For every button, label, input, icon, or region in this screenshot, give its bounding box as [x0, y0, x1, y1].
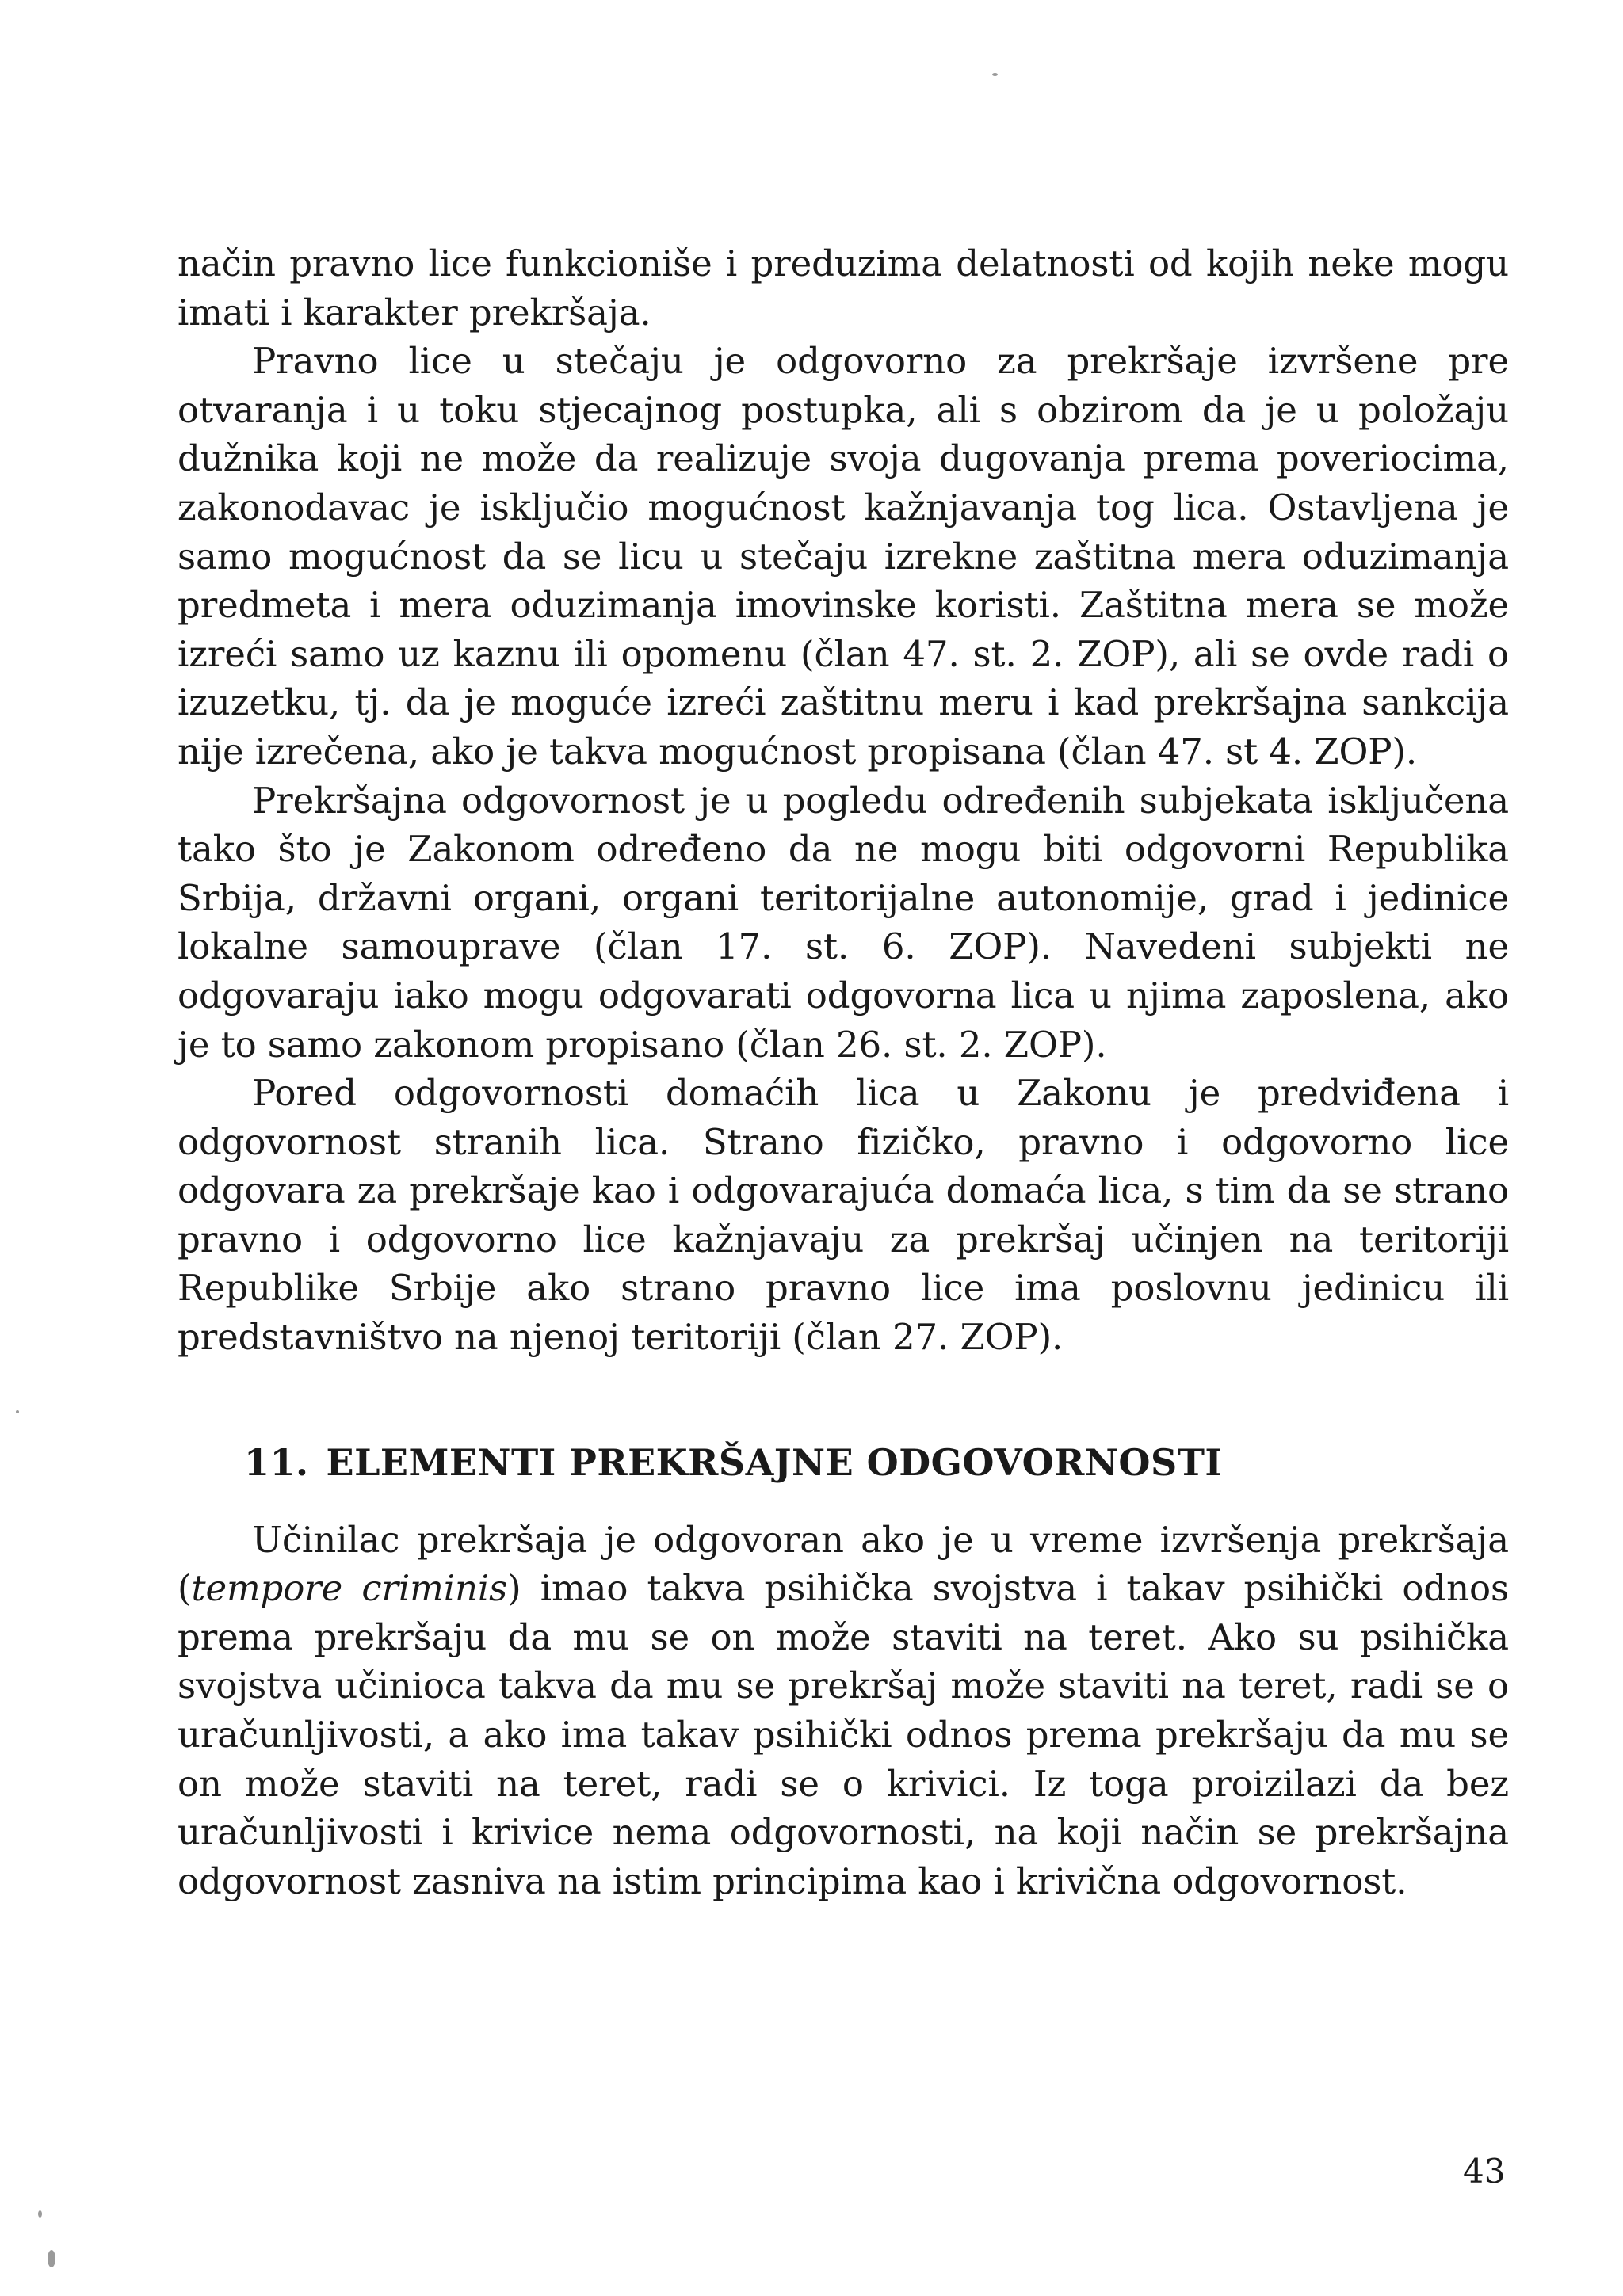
page-number: 43	[1463, 2152, 1506, 2191]
paragraph-continuation: način pravno lice funkcioniše i preduzima delatnosti od kojih neke mogu imati i karakter prekršaja.	[178, 242, 1509, 334]
latin-term: tempore criminis	[191, 1567, 508, 1610]
body-text	[178, 239, 1509, 1905]
scan-speck	[16, 1410, 19, 1413]
paragraph-text-rest: ) imao takva psihička svojstva i takav psihički odnos prema prekršaju da mu se on može staviti na teret. Ako su psihička svojstva učinioca takva da mu se prekršaj može staviti na teret, radi se o uračunljivosti, a ako ima takav psihički odnos prema prekršaju da mu se on može staviti na teret, radi se o krivici. Iz toga proizilazi da bez uračunljivosti i krivice nema odgovornosti, na koji način se prekršajna odgovornost zasniva na istim principima kao i krivična odgovornost.	[178, 1567, 1509, 1902]
scan-speck	[38, 2210, 42, 2218]
scan-speck	[992, 73, 998, 76]
paragraph-excluded-subjects: Prekršajna odgovornost je u pogledu određenih subjekata isključena tako što je Zakonom određeno da ne mogu biti odgovorni Republika Srbija, državni organi, organi teritorijalne autonomije, grad i jedinice lokalne samouprave (član 17. st. 6. ZOP). Navedeni subjekti ne odgovaraju iako mogu odgovarati odgovorna lica u njima zaposlena, ako je to samo zakonom propisano (član 26. st. 2. ZOP).	[178, 779, 1509, 1066]
section-title: ELEMENTI PREKRŠAJNE ODGOVORNOSTI	[326, 1440, 1223, 1484]
paragraph-elements-of-liability	[178, 1516, 1509, 1906]
paragraph-foreign-persons: Pored odgovornosti domaćih lica u Zakonu je predviđena i odgovornost stranih lica. Strano fizičko, pravno i odgovorno lice odgovara za prekršaje kao i odgovarajuća domaća lica, s tim da se strano pravno i odgovorno lice kažnjavaju za prekršaj učinjen na teritoriji Republike Srbije ako strano pravno lice ima poslovnu jedinicu ili predstavništvo na njenoj teritoriji (član 27. ZOP).	[178, 1072, 1509, 1359]
section-heading	[178, 1438, 1509, 1487]
paragraph-text-start: Učinilac prekršaja je odgovoran ako je u vreme izvršenja prekršaja (	[178, 1518, 1509, 1610]
section-number: 11.	[244, 1440, 309, 1484]
scan-speck	[48, 2250, 55, 2267]
paragraph-bankruptcy-liability: Pravno lice u stečaju je odgovorno za prekršaje izvršene pre otvaranja i u toku stjecajnog postupka, ali s obzirom da je u položaju dužnika koji ne može da realizuje svoja dugovanja prema poveriocima, zakonodavac je isključio mogućnost kažnjavanja tog lica. Ostavljena je samo mogućnost da se licu u stečaju izrekne zaštitna mera oduzimanja predmeta i mera oduzimanja imovinske koristi. Zaštitna mera se može izreći samo uz kaznu ili opomenu (član 47. st. 2. ZOP), ali se ovde radi o izuzetku, tj. da je moguće izreći zaštitnu meru i kad prekršajna sankcija nije izrečena, ako je takva mogućnost propisana (član 47. st 4. ZOP).	[178, 340, 1509, 772]
